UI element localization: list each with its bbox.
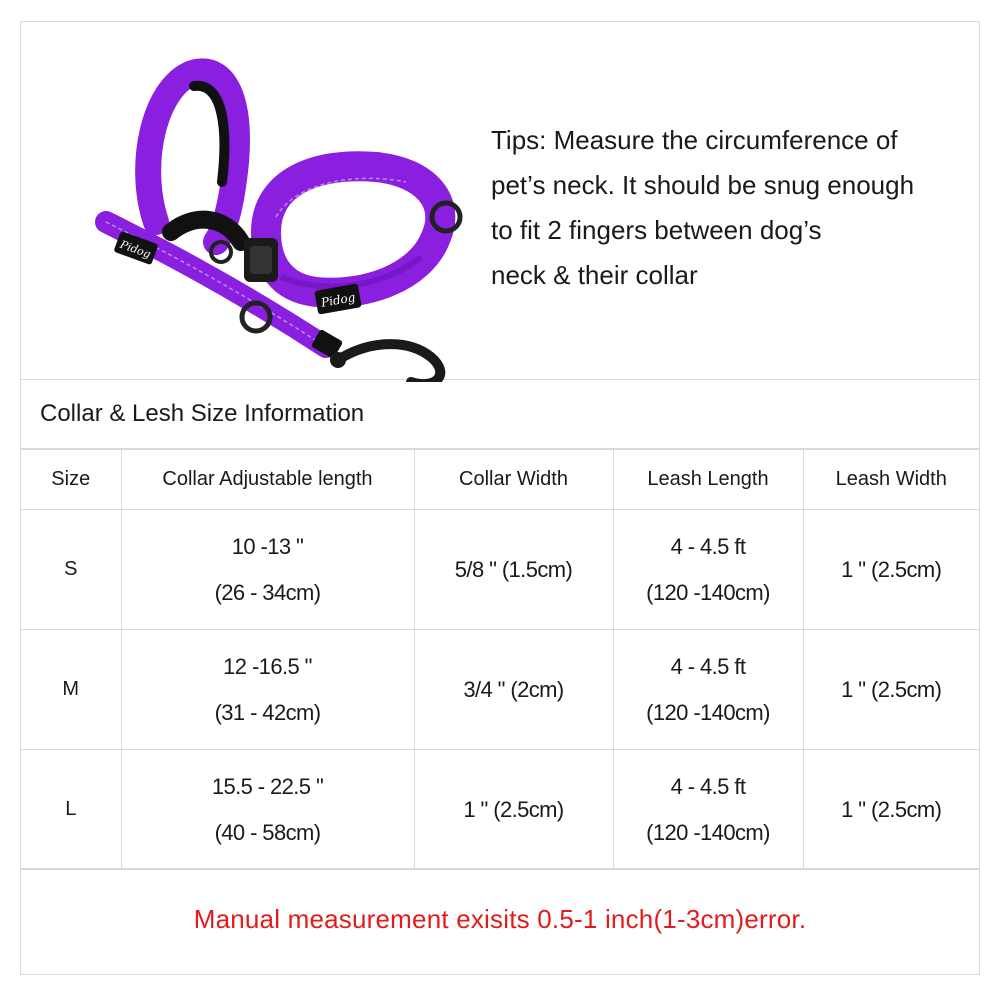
collar-length-inches: 15.5 - 22.5 " — [211, 773, 324, 799]
section-title — [21, 379, 979, 449]
collar-length-inches: 10 -13 " — [231, 533, 304, 559]
collar-length-cm: (26 - 34cm) — [214, 579, 321, 605]
leash-length-cell — [613, 750, 803, 870]
size-cell: L — [21, 750, 121, 870]
tips-line: neck & their collar — [491, 260, 698, 290]
table-row — [21, 630, 979, 750]
leash-width-cell: 1 " (2.5cm) — [803, 510, 979, 630]
table-row — [21, 510, 979, 630]
leash-length-cm: (120 -140cm) — [646, 819, 770, 845]
leash-length-cm: (120 -140cm) — [646, 579, 770, 605]
size-cell: S — [21, 510, 121, 630]
header-size: Size — [21, 450, 121, 510]
tips-text — [491, 118, 971, 298]
header-leash-length: Leash Length — [613, 450, 803, 510]
brand-badge-text: Pidog — [319, 290, 357, 310]
table-header-row — [21, 450, 979, 510]
brand-badge-text: Pidog — [118, 237, 153, 261]
leash-width-cell: 1 " (2.5cm) — [803, 630, 979, 750]
collar-length-cell — [121, 750, 414, 870]
collar-width-cell: 1 " (2.5cm) — [414, 750, 613, 870]
collar-length-inches: 12 -16.5 " — [223, 653, 312, 679]
size-table — [21, 449, 979, 870]
collar-length-cell — [121, 630, 414, 750]
leash-length-ft: 4 - 4.5 ft — [670, 533, 746, 559]
header-collar-width: Collar Width — [414, 450, 613, 510]
tips-line: Tips: Measure the circumference of — [491, 125, 898, 155]
tips-line: pet’s neck. It should be snug enough — [491, 170, 915, 200]
leash-length-ft: 4 - 4.5 ft — [670, 773, 746, 799]
table-row — [21, 750, 979, 870]
measurement-note — [21, 868, 979, 975]
collar-width-cell: 3/4 " (2cm) — [414, 630, 613, 750]
tips-line: to fit 2 fingers between dog’s — [491, 215, 822, 245]
header-leash-width: Leash Width — [803, 450, 979, 510]
leash-length-cell — [613, 510, 803, 630]
collar-length-cm: (40 - 58cm) — [214, 819, 321, 845]
collar-length-cm: (31 - 42cm) — [214, 699, 321, 725]
size-cell: M — [21, 630, 121, 750]
leash-length-ft: 4 - 4.5 ft — [670, 653, 746, 679]
leash-length-cm: (120 -140cm) — [646, 699, 770, 725]
measurement-note-text: Manual measurement exisits 0.5-1 inch(1-3cm)error. — [193, 904, 807, 934]
collar-width-cell: 5/8 " (1.5cm) — [414, 510, 613, 630]
collar-leash-image — [76, 42, 476, 382]
size-chart-frame — [20, 21, 980, 975]
leash-length-cell — [613, 630, 803, 750]
section-title-text: Collar & Lesh Size Information — [40, 400, 365, 427]
collar-length-cell — [121, 510, 414, 630]
header-collar-length: Collar Adjustable length — [121, 450, 414, 510]
leash-width-cell: 1 " (2.5cm) — [803, 750, 979, 870]
hero-section — [21, 22, 979, 380]
